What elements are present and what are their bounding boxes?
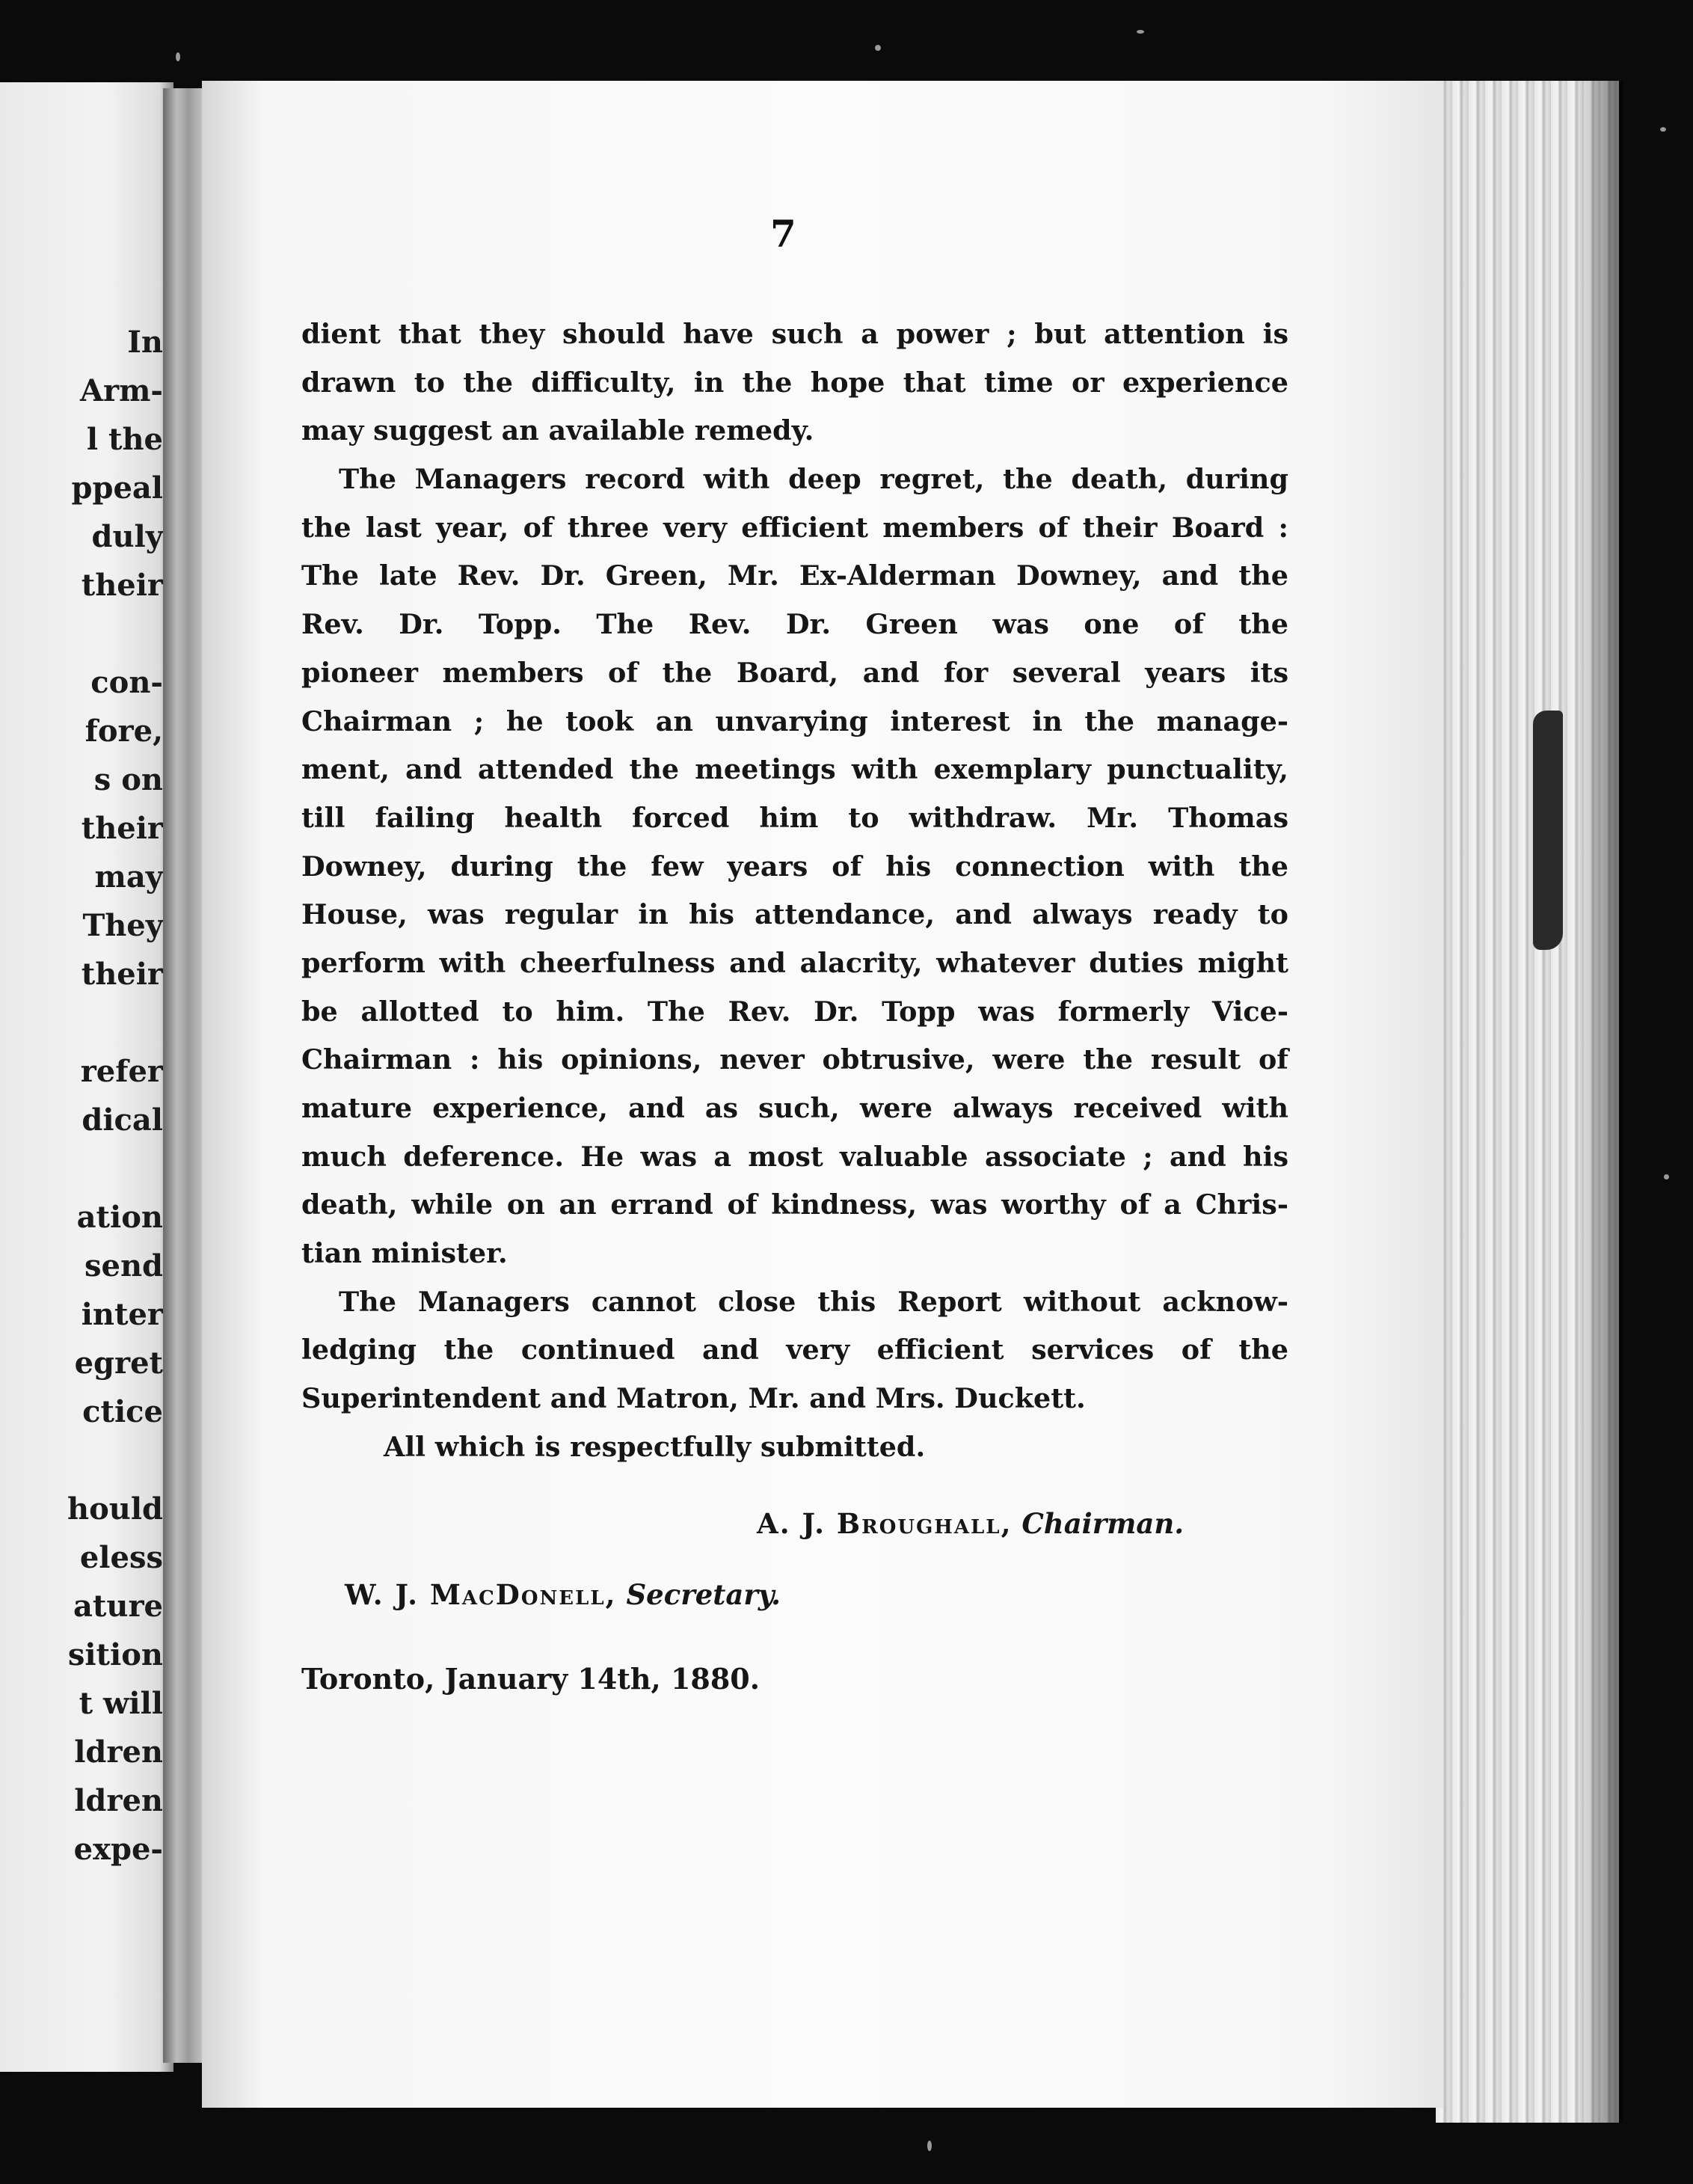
scan-speck	[875, 45, 881, 51]
fragment-line: refer	[80, 1054, 163, 1089]
text-line: much deference. He was a most valuable associate ; and his	[301, 1140, 1288, 1173]
text-line: Downey, during the few years of his connection with the	[301, 850, 1288, 883]
text-line: dient that they should have such a power ; but attention is	[301, 318, 1288, 350]
fragment-line: con-	[90, 665, 163, 700]
chairman-signature	[757, 1507, 1184, 1540]
fragment-line: ppeal	[71, 470, 163, 506]
page-number: 7	[770, 212, 796, 256]
text-line: mature experience, and as such, were always received with	[301, 1092, 1288, 1124]
text-line: Chairman : his opinions, never obtrusive, were the result of	[301, 1043, 1288, 1076]
text-line: House, was regular in his attendance, and always ready to	[301, 898, 1288, 931]
fragment-line: ldren	[74, 1783, 163, 1818]
fragment-gap	[67, 1436, 163, 1485]
fragment-line: inter	[81, 1297, 163, 1332]
fragment-line: send	[84, 1248, 163, 1283]
text-line: pioneer members of the Board, and for several years its	[301, 656, 1288, 689]
fragment-line: In	[127, 325, 163, 360]
fragment-line: They	[82, 908, 163, 943]
text-line: tian minister.	[301, 1237, 508, 1270]
text-line: be allotted to him. The Rev. Dr. Topp was formerly Vice-	[301, 995, 1288, 1028]
text-line: Chairman ; he took an unvarying interest in the manage-	[301, 705, 1288, 737]
fragment-line: sition	[67, 1637, 163, 1672]
text-line: ledging the continued and very efficient services of the	[301, 1334, 1288, 1366]
text-line: the last year, of three very efficient members of their Board :	[301, 511, 1288, 544]
fragment-line: fore,	[85, 714, 163, 749]
fragment-line: ation	[76, 1200, 163, 1235]
fragment-line: eless	[79, 1540, 163, 1575]
text-line: ment, and attended the meetings with exemplary punctuality,	[301, 753, 1288, 786]
fragment-line: duly	[91, 519, 163, 554]
fragment-line: their	[81, 811, 163, 846]
torn-edge-mark	[1533, 711, 1563, 950]
page-edges-shadow	[1578, 81, 1623, 2123]
fragment-line: egret	[74, 1346, 163, 1381]
scan-speck	[176, 52, 180, 61]
scan-speck	[1137, 30, 1144, 34]
fragment-line: their	[81, 568, 163, 603]
fragment-line: hould	[67, 1491, 163, 1527]
fragment-line: dical	[82, 1102, 163, 1138]
secretary-name: W. J. MacDonell,	[345, 1578, 617, 1611]
text-line: death, while on an errand of kindness, was worthy of a Chris-	[301, 1188, 1288, 1221]
fragment-line: may	[94, 859, 163, 895]
report-date: Toronto, January 14th, 1880.	[301, 1662, 760, 1696]
fragment-line: t will	[79, 1686, 163, 1721]
fragment-gap	[67, 999, 163, 1047]
text-line: perform with cheerfulness and alacrity, whatever duties might	[301, 946, 1288, 979]
fragment-line: s on	[93, 762, 163, 797]
fragment-line: ctice	[82, 1394, 163, 1429]
fragment-line: l the	[86, 422, 163, 457]
closing-line: All which is respectfully submitted.	[384, 1430, 926, 1463]
secretary-title: Secretary.	[626, 1578, 781, 1611]
paragraph-first-line: The Managers cannot close this Report without acknow-	[339, 1285, 1288, 1318]
scan-speck	[927, 2141, 932, 2151]
scan-speck	[1664, 1174, 1669, 1180]
report-body	[301, 310, 1288, 1472]
text-line: may suggest an available remedy.	[301, 414, 814, 447]
fragment-line: expe-	[73, 1832, 163, 1867]
fragment-line: ature	[73, 1589, 163, 1624]
chairman-title: Chairman.	[1021, 1507, 1185, 1540]
fragment-line: ldren	[74, 1734, 163, 1770]
chairman-name: A. J. Broughall,	[757, 1507, 1013, 1540]
scan-speck	[1660, 127, 1666, 132]
text-line: drawn to the difficulty, in the hope that time or experience	[301, 366, 1288, 399]
previous-page	[0, 82, 173, 2072]
fragment-gap	[67, 610, 163, 658]
secretary-signature	[345, 1578, 781, 1611]
fragment-line: their	[81, 957, 163, 992]
text-line: The late Rev. Dr. Green, Mr. Ex-Alderman Downey, and the	[301, 559, 1288, 592]
paragraph-first-line: The Managers record with deep regret, the death, during	[339, 463, 1288, 496]
previous-page-text-fragments	[67, 318, 163, 1874]
fragment-line: Arm-	[79, 373, 163, 408]
text-line: till failing health forced him to withdraw. Mr. Thomas	[301, 801, 1288, 834]
text-line: Rev. Dr. Topp. The Rev. Dr. Green was one of the	[301, 608, 1288, 641]
text-line: Superintendent and Matron, Mr. and Mrs. Duckett.	[301, 1382, 1086, 1415]
fragment-gap	[67, 1144, 163, 1193]
